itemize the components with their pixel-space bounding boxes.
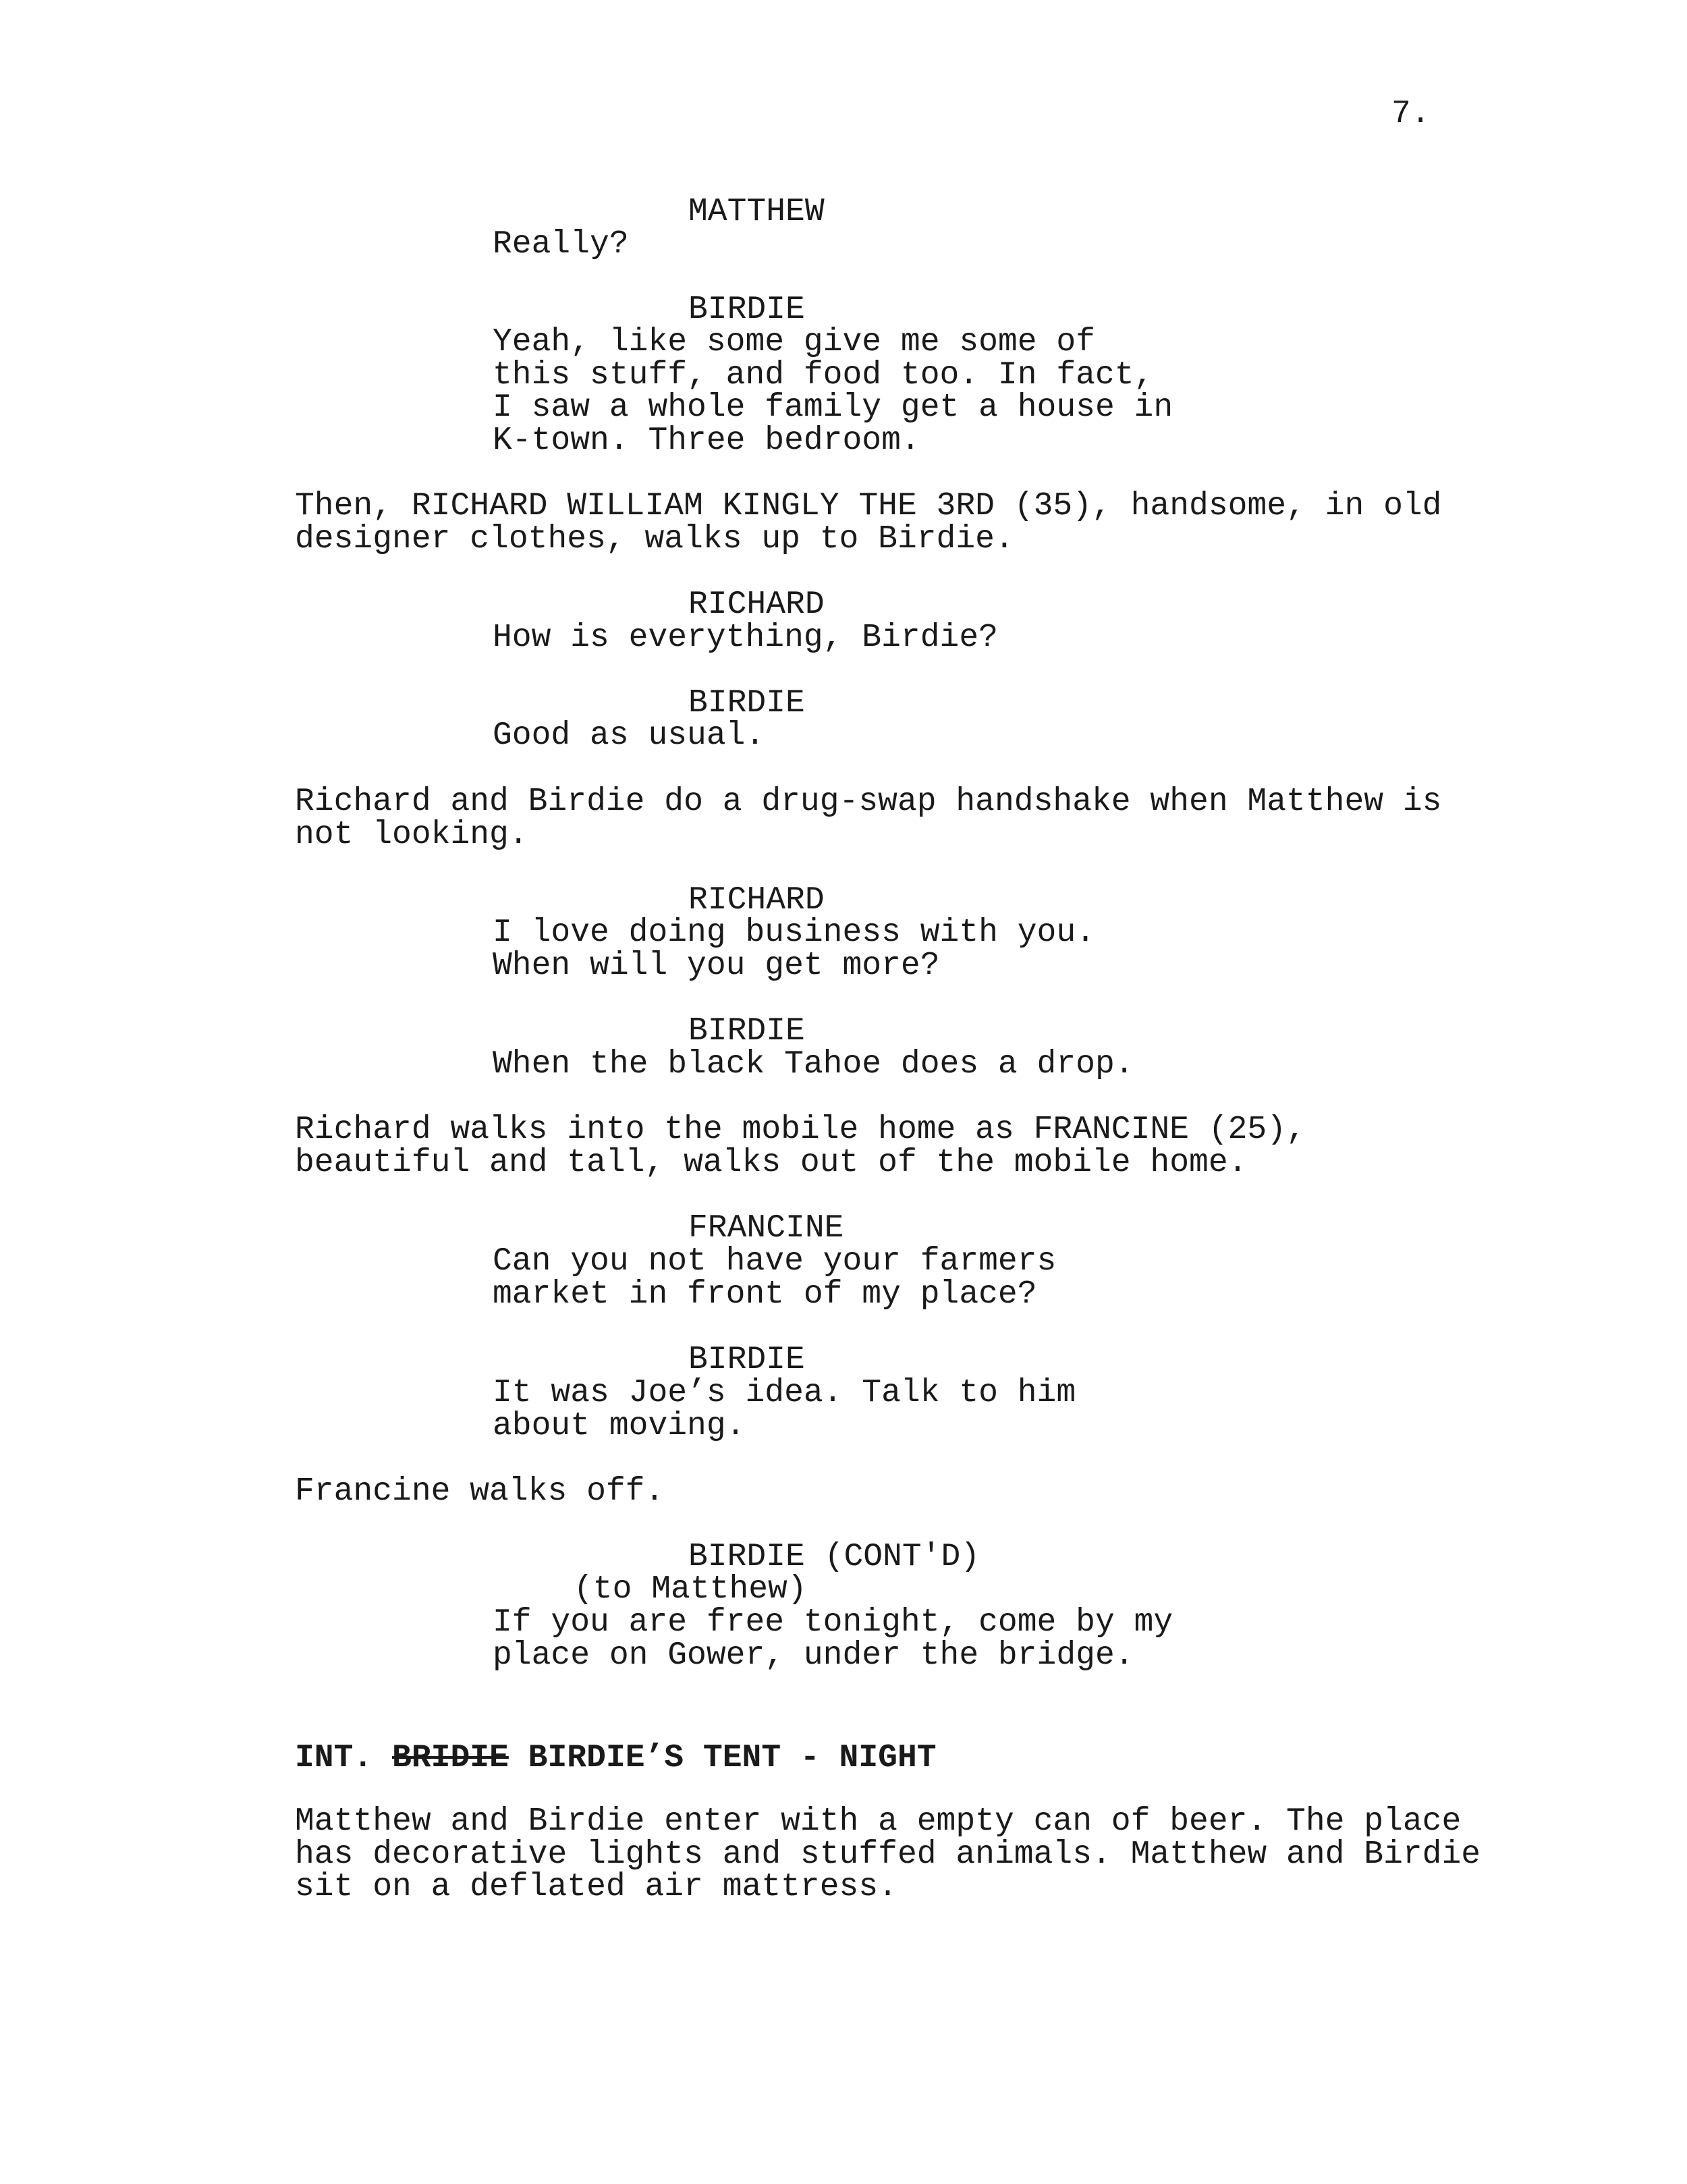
action-line: Richard and Birdie do a drug-swap handshake when Matthew is not looking.	[295, 784, 1442, 853]
action-line: Richard walks into the mobile home as FRANCINE (25), beautiful and tall, walks out of the mobile home.	[295, 1112, 1306, 1181]
character-cue: BIRDIE	[688, 685, 805, 721]
action-line: Matthew and Birdie enter with a empty can of beer. The place has decorative lights and stuffed animals. Matthew and Birdie sit on a deflated air mattress.	[295, 1803, 1481, 1905]
parenthetical: (to Matthew)	[574, 1571, 807, 1608]
dialogue-line: Good as usual.	[493, 717, 765, 754]
character-cue: BIRDIE	[688, 1013, 805, 1049]
character-cue: BIRDIE	[688, 292, 805, 328]
dialogue-line: When the black Tahoe does a drop.	[493, 1046, 1134, 1083]
scene-heading	[295, 1741, 937, 1775]
dialogue-line: How is everything, Birdie?	[493, 620, 998, 656]
dialogue-line: Yeah, like some give me some of this stuff, and food too. In fact, I saw a whole family get a house in K-town. Three bedroom.	[493, 324, 1173, 459]
character-cue: BIRDIE (CONT'D)	[688, 1539, 980, 1575]
dialogue-line: I love doing business with you. When will you get more?	[493, 914, 1095, 984]
character-cue: FRANCINE	[688, 1210, 844, 1247]
action-line: Then, RICHARD WILLIAM KINGLY THE 3RD (35), handsome, in old designer clothes, walks up to Birdie.	[295, 488, 1442, 557]
character-cue: RICHARD	[688, 586, 825, 623]
scene-heading-prefix: INT.	[295, 1740, 393, 1776]
action-line: Francine walks off.	[295, 1473, 665, 1510]
dialogue-line: Really?	[493, 226, 629, 263]
character-cue: RICHARD	[688, 882, 825, 919]
scene-heading-rest: BIRDIE’S TENT - NIGHT	[508, 1740, 937, 1776]
character-cue: MATTHEW	[688, 194, 825, 230]
page-number: 7.	[1391, 96, 1431, 132]
character-cue: BIRDIE	[688, 1342, 805, 1378]
dialogue-line: It was Joe’s idea. Talk to him about moving.	[493, 1375, 1076, 1444]
dialogue-line: Can you not have your farmers market in front of my place?	[493, 1243, 1057, 1313]
struck-text: BRIDIE	[392, 1740, 509, 1776]
dialogue-line: If you are free tonight, come by my place on Gower, under the bridge.	[493, 1604, 1173, 1674]
